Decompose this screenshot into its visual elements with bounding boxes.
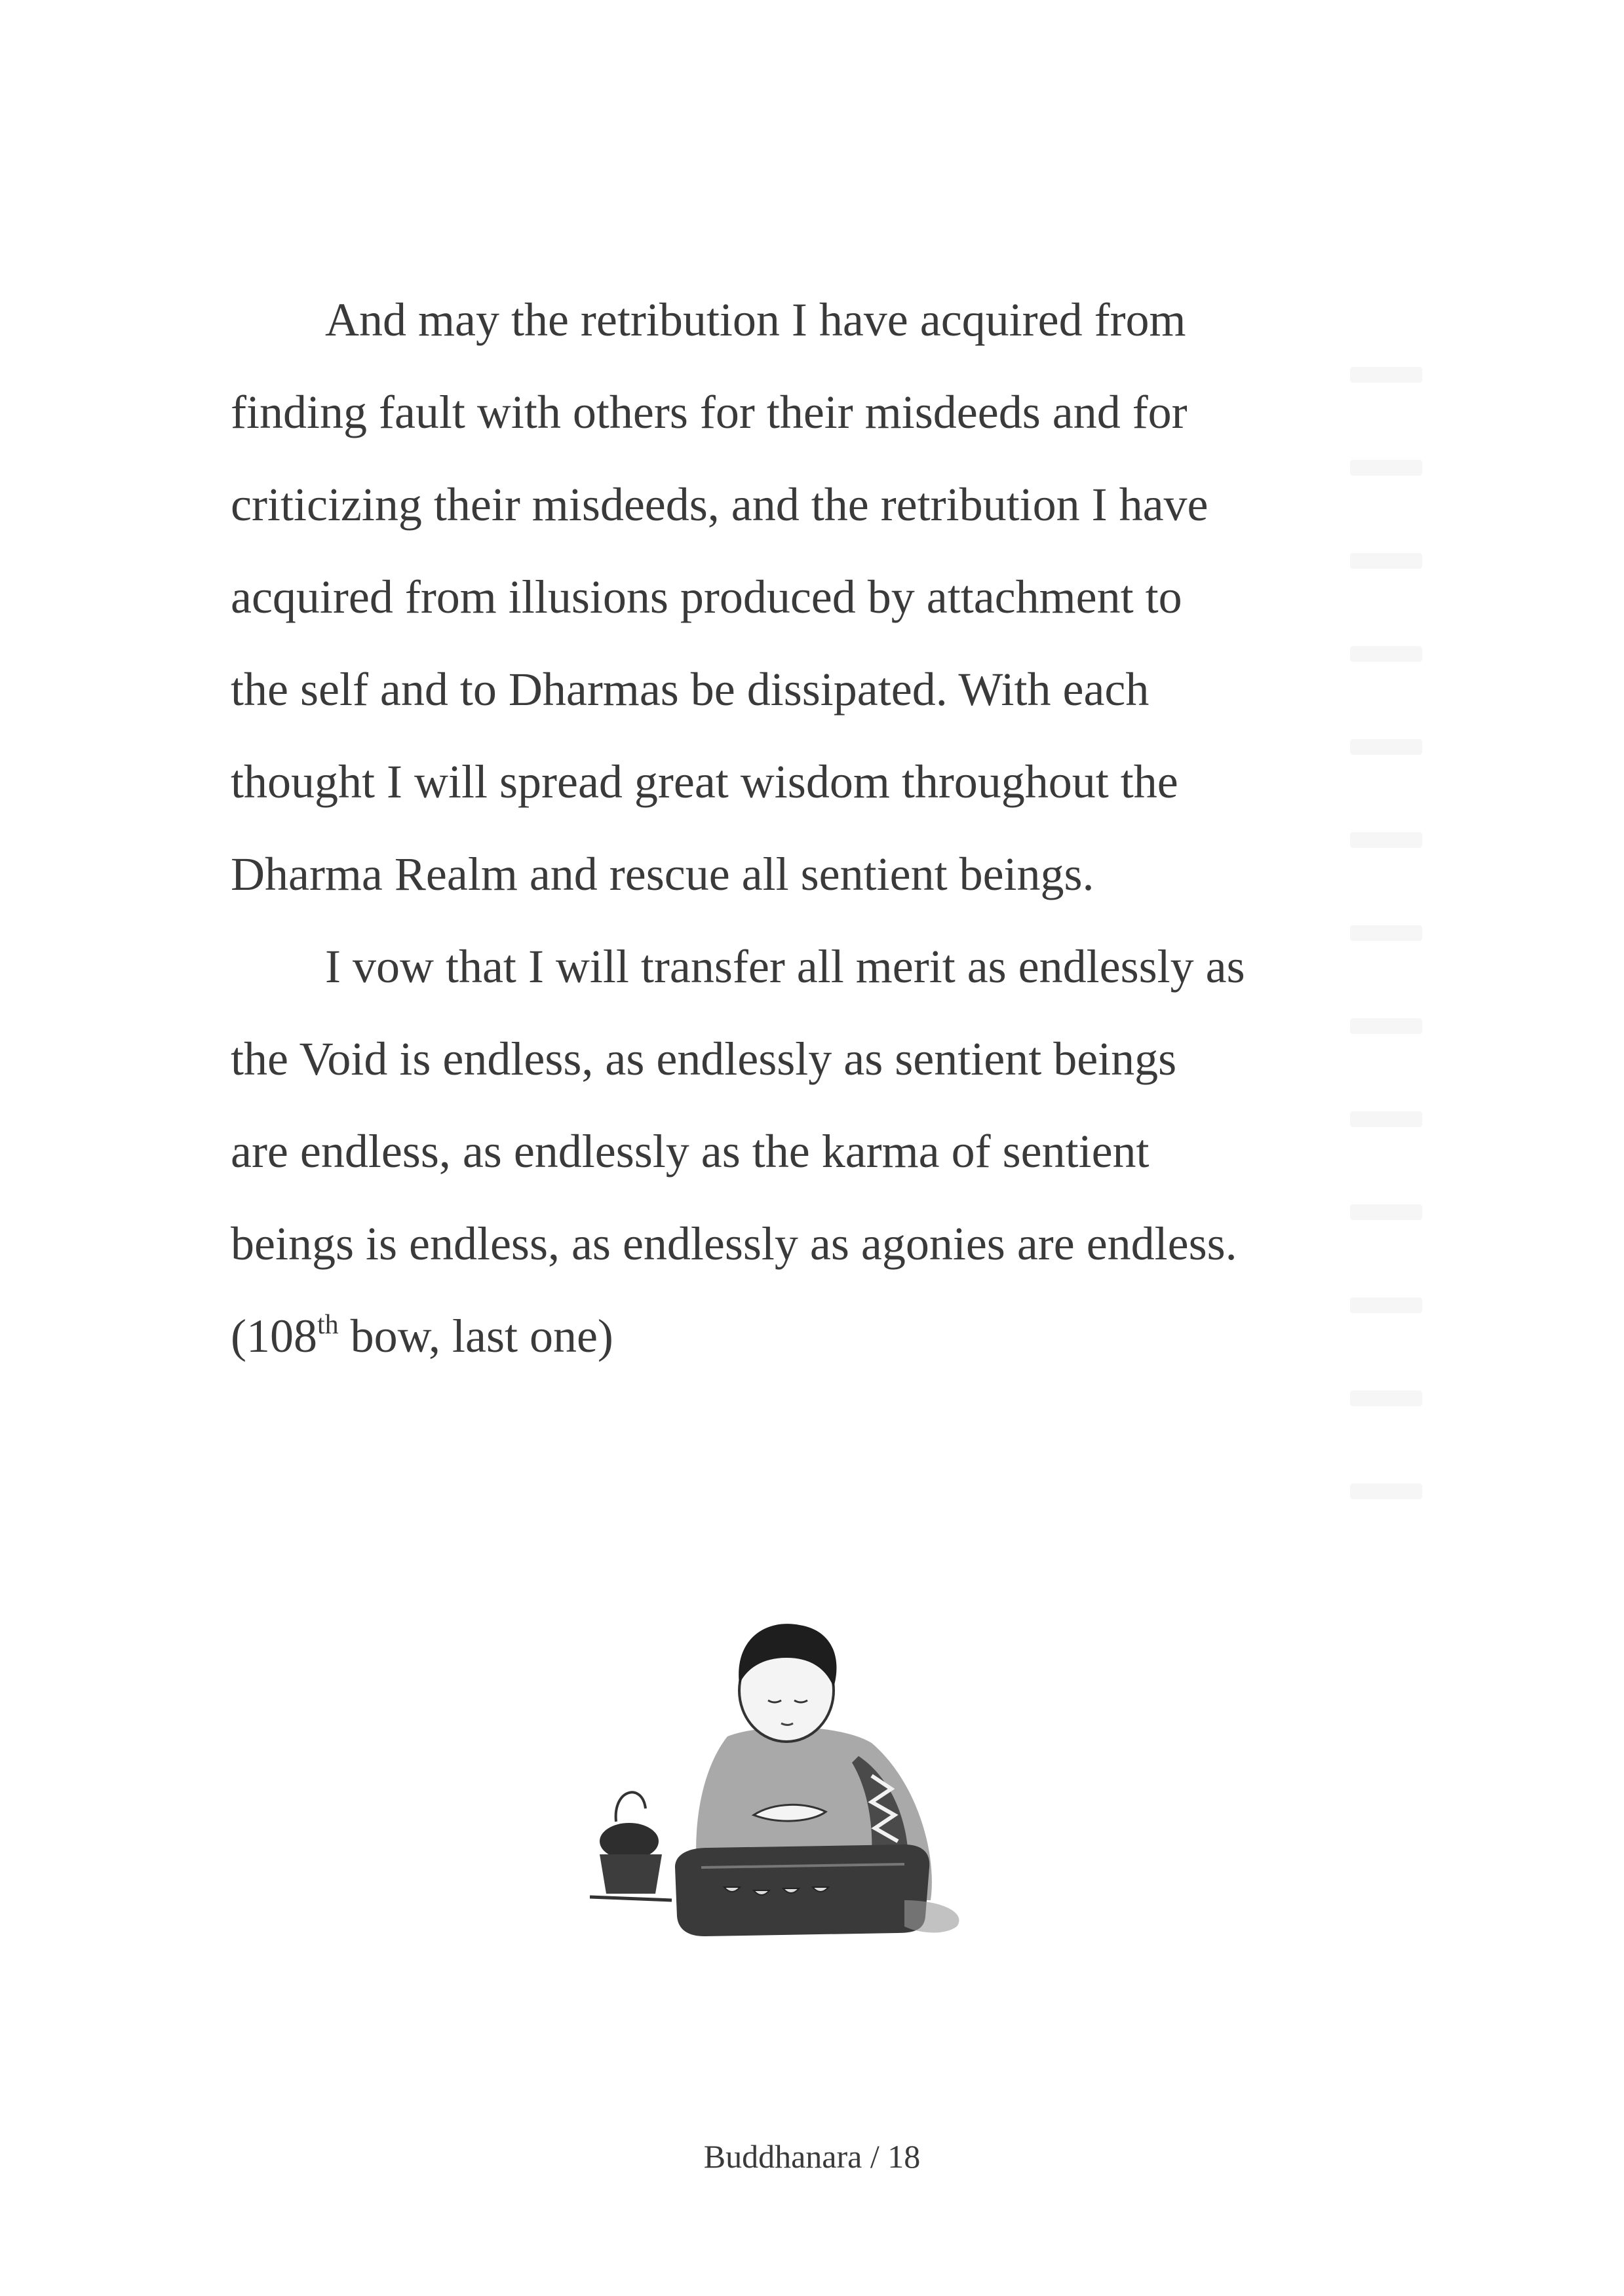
text-line: And may the retribution I have acquired from [325, 294, 1186, 346]
table-shape [675, 1845, 929, 1936]
text-line: the Void is endless, as endlessly as sentient beings [231, 1033, 1177, 1085]
text-line: criticizing their misdeeds, and the retribution I have [231, 478, 1208, 531]
teapot-handle-shape [616, 1792, 646, 1822]
ordinal-superscript: th [317, 1310, 339, 1340]
text-line: beings is endless, as endlessly as agonies are endless. [231, 1217, 1237, 1270]
paragraph-2 [231, 921, 1397, 1383]
text-line: I vow that I will transfer all merit as endlessly as [325, 940, 1245, 993]
floor-shadow-shape [904, 1900, 959, 1932]
text-line: acquired from illusions produced by attachment to [231, 571, 1182, 623]
text-line: Dharma Realm and rescue all sentient beings. [231, 848, 1094, 900]
brazier-base-shape [590, 1897, 672, 1900]
text-line: thought I will spread great wisdom throughout the [231, 756, 1178, 808]
closing-line [231, 1290, 1397, 1383]
brazier-shape [600, 1854, 662, 1894]
page-footer: Buddhanara / 18 [703, 2138, 921, 2175]
text-line: finding fault with others for their misdeeds and for [231, 386, 1188, 438]
closing-prefix: (108 [231, 1310, 317, 1362]
body-text [231, 274, 1397, 1383]
text-line: are endless, as endlessly as the karma of sentient [231, 1125, 1150, 1177]
paragraph-1 [231, 274, 1397, 921]
text-line: the self and to Dharmas be dissipated. With each [231, 663, 1150, 716]
monk-tea-illustration [590, 1559, 1009, 1966]
teapot-shape [600, 1823, 659, 1860]
closing-suffix: bow, last one) [338, 1310, 613, 1362]
